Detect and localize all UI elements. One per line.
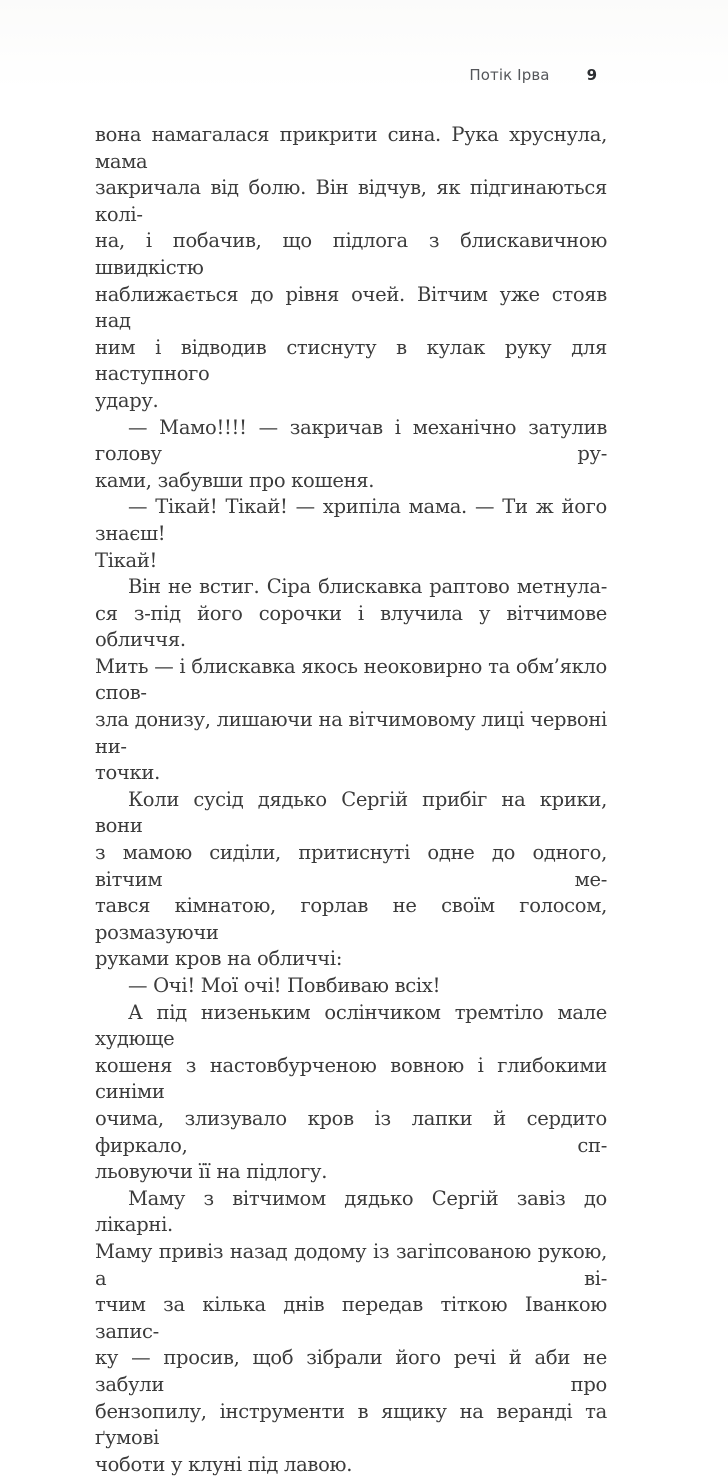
text-line: ним і відводив стиснуту в кулак руку для наступного [95, 335, 607, 386]
text-line: А під низеньким ослінчиком тремтіло мале худюще [95, 1000, 607, 1051]
text-line: руками кров на обличчі: [95, 947, 343, 971]
text-line: бензопилу, інструменти в ящику на веранді та ґумові [95, 1399, 607, 1450]
text-line: зла донизу, лишаючи на вітчимовому лиці червоні ни- [95, 708, 607, 758]
text-line: — Тікай! Тікай! — хрипіла мама. — Ти ж його знаєш! [95, 495, 607, 545]
body-text [95, 122, 607, 1478]
running-header [0, 66, 597, 84]
text-line: на, і побачив, що підлога з блискавичною швидкістю [95, 229, 607, 279]
text-line: кошеня з настовбурченою вовною і глибокими синіми [95, 1053, 607, 1104]
text-line: закричала від болю. Він відчув, як підгинаються колі- [95, 176, 607, 226]
text-line: Маму з вітчимом дядько Сергій завіз до лікарні. [95, 1186, 607, 1237]
text-line: Маму привіз назад додому із загіпсованою рукою, а ві- [95, 1239, 607, 1290]
text-line: ками, забувши про кошеня. [95, 468, 375, 492]
text-line: Тікай! [95, 548, 158, 572]
text-line: льовуючи її на підлогу. [95, 1160, 328, 1184]
text-line: з мамою сиділи, притиснуті одне до одного, вітчим ме- [95, 841, 607, 891]
text-line: тався кімнатою, горлав не своїм голосом, розмазуючи [95, 894, 607, 944]
text-line: — Мамо!!!! — закричав і механічно затулив голову ру- [95, 415, 607, 466]
text-line: ку — просив, щоб зібрали його речі й аби не забули про [95, 1346, 607, 1396]
text-line: Він не встиг. Сіра блискавка раптово метнула- [128, 575, 607, 599]
text-line: наближається до рівня очей. Вітчим уже стояв над [95, 282, 607, 333]
running-header-title: Потік Ірва [469, 66, 550, 84]
text-line: — Очі! Мої очі! Повбиваю всіх! [128, 974, 441, 997]
text-line: чоботи у клуні під лавою. [95, 1452, 353, 1476]
text-line: точки. [95, 761, 161, 785]
text-line: тчим за кілька днів передав тіткою Іванкою запис- [95, 1293, 607, 1343]
text-line: Коли сусід дядько Сергій прибіг на крики, вони [95, 787, 607, 838]
text-line: Мить — і блискавка якось неоковирно та обм’якло спов- [95, 654, 607, 705]
text-line: ся з-під його сорочки і влучила у вітчимове обличчя. [95, 601, 607, 652]
text-line: вона намагалася прикрити сина. Рука хруснула, мама [95, 123, 607, 173]
text-line: очима, злизувало кров із лапки й сердито фиркало, сп- [95, 1106, 607, 1157]
page-number: 9 [586, 66, 597, 84]
text-line: удару. [95, 388, 159, 412]
